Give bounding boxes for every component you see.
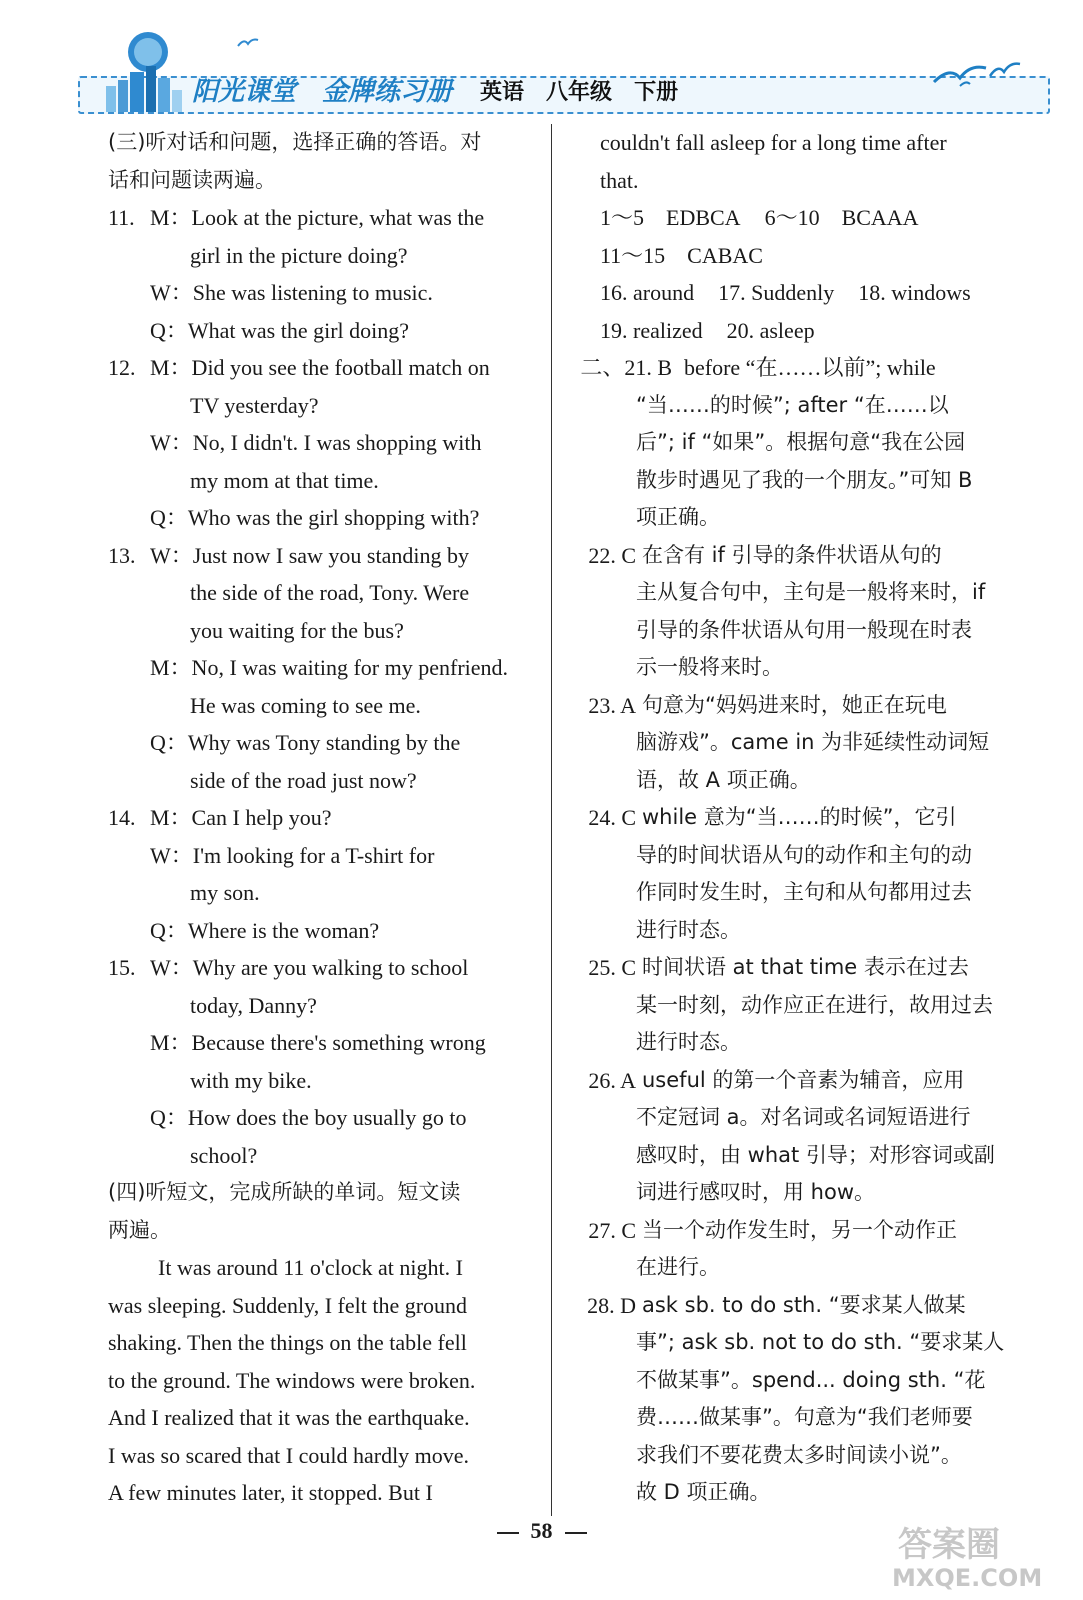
explanation-number: 27. C	[588, 1217, 636, 1243]
page-number: 58	[530, 1518, 553, 1543]
dialogue-12	[108, 349, 538, 537]
explanation-line: 求我们不要花费太多时间读小说”。	[636, 1442, 962, 1467]
answer-row	[566, 199, 1026, 237]
explanation-line: 散步时遇见了我的一个朋友。”可知 B	[636, 467, 973, 492]
explanation-22-body	[566, 574, 1026, 687]
dialogue-line: school?	[190, 1142, 258, 1168]
explanation-line: 主从复合句中，主句是一般将来时，if	[636, 580, 986, 604]
explanation-number: 25. C	[588, 955, 636, 980]
grade-label: 八年级	[546, 80, 613, 106]
explanation-line: useful 的第一个音素为辅音，应用	[642, 1067, 965, 1092]
explanation-number: 28. D	[587, 1292, 636, 1318]
explanation-line: 引导的条件状语从句用一般现在时表	[636, 617, 972, 642]
brand-name: 阳光课堂	[192, 77, 297, 108]
header-title	[192, 73, 700, 113]
explanation-line: 脑游戏”。came in 为非延续性动词短	[636, 730, 990, 754]
answer-word: 16. around	[600, 280, 695, 305]
dialogue-number: 15.	[108, 955, 136, 980]
dialogue-line: today, Danny?	[190, 992, 317, 1018]
dialogue-number: 12.	[108, 355, 136, 380]
explanation-line: ask sb. to do sth. “要求某人做某	[642, 1292, 966, 1317]
passage-continued	[566, 124, 1026, 199]
explanation-22	[566, 537, 1026, 575]
section-4-line-2: 两遍。	[108, 1217, 171, 1242]
dialogue-number: 14.	[108, 805, 136, 830]
explanation-line: 感叹时，由 what 引导；对形容词或副	[636, 1142, 995, 1167]
explanation-line: 项正确。	[636, 505, 720, 529]
dialogue-line: M：Did you see the football match on	[150, 355, 490, 380]
explanation-line: 语，故 A 项正确。	[636, 767, 811, 792]
dialogue-line: W：Why are you walking to school	[150, 955, 469, 980]
explanation-line: 不做某事”。spend... doing sth. “花	[636, 1367, 986, 1392]
explanation-number: 26. A	[588, 1067, 636, 1093]
passage-line: was sleeping. Suddenly, I felt the ground	[108, 1292, 468, 1318]
dialogue-line: TV yesterday?	[190, 392, 319, 418]
answer-group: 1～5 EDBCA	[600, 205, 741, 230]
footer-dash-left	[497, 1532, 519, 1534]
dialogue-line: He was coming to see me.	[190, 692, 421, 718]
explanation-line: 示一般将来时。	[636, 655, 783, 679]
dialogue-line: with my bike.	[190, 1067, 312, 1093]
explanation-line: 在进行。	[636, 1255, 720, 1279]
subject-label: 英语	[480, 80, 525, 106]
explanation-line: 进行时态。	[636, 917, 741, 942]
explanation-line: 在含有 if 引导的条件状语从句的	[642, 542, 942, 567]
left-column	[108, 124, 538, 1512]
explanation-26	[566, 1062, 1026, 1100]
explanation-line: 导的时间状语从句的动作和主句的动	[636, 842, 972, 867]
answer-row	[566, 274, 1026, 312]
dialogue-line: W：I'm looking for a T-shirt for	[150, 842, 435, 868]
explanation-number: 23. A	[588, 692, 636, 718]
explanation-21-body	[566, 387, 1026, 537]
dialogue-13	[108, 537, 538, 800]
explanation-24-body	[566, 837, 1026, 950]
dialogue-line: Q：Why was Tony standing by the	[150, 730, 461, 755]
section-3-line-2: 话和问题读两遍。	[108, 167, 276, 192]
right-column	[566, 124, 1026, 1512]
answer-word: 19. realized	[600, 317, 703, 343]
footer-dash-right	[565, 1532, 587, 1534]
dialogue-line: M：Can I help you?	[150, 805, 332, 830]
svg-text:答案圈: 答案圈	[898, 1525, 1000, 1565]
dialogue-line: my mom at that time.	[190, 467, 379, 493]
passage-line: to the ground. The windows were broken.	[108, 1367, 476, 1393]
dialogue-line: M：Look at the picture, what was the	[150, 205, 485, 230]
watermark-logo	[878, 1518, 1068, 1590]
passage-line: It was around 11 o'clock at night. I	[158, 1255, 463, 1280]
column-divider	[551, 124, 552, 1516]
passage	[108, 1249, 538, 1512]
dialogue-number: 11.	[108, 205, 135, 230]
dialogue-line: Q：Who was the girl shopping with?	[150, 505, 480, 530]
dialogue-line: Q：What was the girl doing?	[150, 317, 410, 343]
passage-line: A few minutes later, it stopped. But I	[108, 1480, 433, 1505]
explanation-24	[566, 799, 1026, 837]
explanation-line: 进行时态。	[636, 1030, 741, 1054]
city-logo-icon	[86, 28, 186, 114]
explanation-line: 某一时刻，动作应正在进行，故用过去	[636, 992, 993, 1017]
dialogue-number: 13.	[108, 542, 136, 568]
svg-text:MXQE.COM: MXQE.COM	[892, 1564, 1043, 1590]
passage-line: shaking. Then the things on the table fell	[108, 1330, 467, 1355]
dialogue-line: side of the road just now?	[190, 767, 417, 793]
answer-row	[566, 237, 1026, 275]
explanation-line: “当……的时候”; after “在……以	[636, 392, 949, 417]
explanation-line: 后”; if “如果”。根据句意“我在公园	[636, 430, 966, 454]
answer-row	[566, 312, 1026, 350]
explanation-line: 词进行感叹时，用 how。	[636, 1180, 876, 1204]
dialogue-line: M：No, I was waiting for my penfriend.	[150, 655, 509, 680]
explanation-27-body	[566, 1249, 1026, 1287]
dialogue-line: girl in the picture doing?	[190, 242, 408, 268]
dialogue-line: the side of the road, Tony. Were	[190, 580, 470, 605]
dialogue-14	[108, 799, 538, 949]
passage-line: And I realized that it was the earthquake.	[108, 1405, 470, 1430]
dialogue-11	[108, 199, 538, 349]
explanation-28-body	[566, 1324, 1026, 1512]
explanation-line: 时间状语 at that time 表示在过去	[642, 955, 969, 979]
explanation-line: while 意为“当……的时候”，它引	[642, 805, 957, 829]
explanation-25-body	[566, 987, 1026, 1062]
explanation-23-body	[566, 724, 1026, 799]
dialogue-line: W：Just now I saw you standing by	[150, 542, 469, 568]
explanation-line: 费……做某事”。句意为“我们老师要	[636, 1405, 973, 1429]
bird-icon	[236, 36, 260, 52]
dialogue-line: you waiting for the bus?	[190, 617, 404, 643]
explanation-23	[566, 687, 1026, 725]
answer-key	[566, 199, 1026, 349]
explanation-number: 二、21. B	[580, 355, 672, 380]
explanation-27	[566, 1212, 1026, 1250]
section-4-line-1: (四)听短文，完成所缺的单词。短文读	[108, 1180, 461, 1204]
dialogue-line: my son.	[190, 880, 260, 905]
explanation-line: before “在……以前”; while	[684, 355, 936, 380]
dialogue-line: W：She was listening to music.	[150, 280, 433, 305]
explanation-number: 22. C	[588, 542, 636, 568]
dialogue-15	[108, 949, 538, 1174]
section-4-heading	[108, 1174, 538, 1249]
explanation-line: 事”; ask sb. not to do sth. “要求某人	[636, 1330, 1005, 1354]
page-header	[0, 0, 1083, 118]
explanation-26-body	[566, 1099, 1026, 1212]
answer-group: 11～15 CABAC	[600, 242, 763, 268]
passage-line: I was so scared that I could hardly move.	[108, 1442, 470, 1468]
answer-word: 17. Suddenly	[718, 280, 835, 305]
dialogue-line: W：No, I didn't. I was shopping with	[150, 430, 482, 455]
dialogue-line: Q：Where is the woman?	[150, 917, 380, 943]
passage-line: that.	[600, 167, 639, 193]
answer-word: 18. windows	[858, 280, 971, 305]
explanation-line: 句意为“妈妈进来时，她正在玩电	[642, 692, 947, 717]
series-name: 金牌练习册	[322, 77, 453, 108]
explanation-line: 作同时发生时，主句和从句都用过去	[636, 880, 972, 904]
answer-word: 20. asleep	[726, 317, 815, 343]
volume-label: 下册	[634, 80, 679, 106]
section-3-line-1: (三)听对话和问题，选择正确的答语。对	[108, 130, 482, 154]
answer-group: 6～10 BCAAA	[764, 205, 919, 230]
section-3-heading	[108, 124, 538, 199]
explanation-line: 当一个动作发生时，另一个动作正	[642, 1217, 957, 1242]
explanation-line: 故 D 项正确。	[636, 1480, 771, 1504]
explanation-28	[566, 1287, 1026, 1325]
explanation-line: 不定冠词 a。对名词或名词短语进行	[636, 1105, 971, 1129]
dialogue-line: Q：How does the boy usually go to	[150, 1105, 467, 1130]
explanation-number: 24. C	[588, 805, 636, 830]
dialogue-line: M：Because there's something wrong	[150, 1030, 486, 1055]
passage-line: couldn't fall asleep for a long time after	[600, 130, 947, 155]
birds-icon	[930, 56, 1040, 96]
explanation-21	[558, 349, 1026, 387]
explanation-25	[566, 949, 1026, 987]
